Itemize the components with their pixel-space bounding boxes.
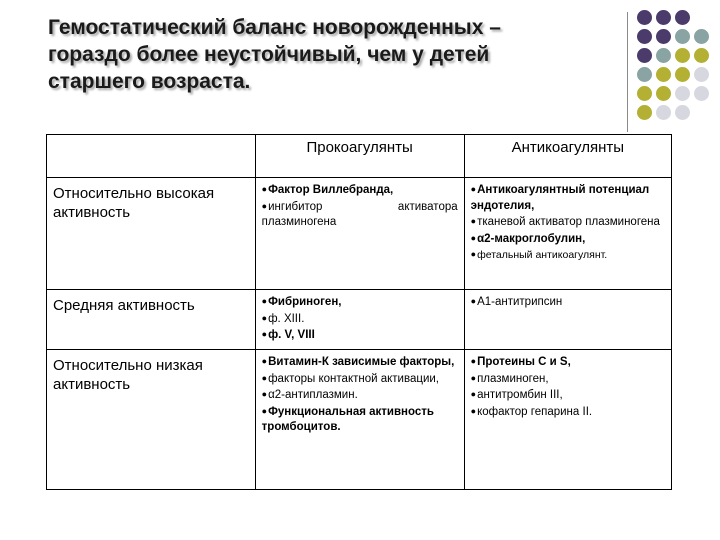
list-item: ●антитромбин III, [470,389,563,401]
decorative-dot [675,29,690,44]
table-row-low [47,350,672,490]
decorative-dot [675,105,690,120]
hemostasis-table [46,134,672,490]
list-item: ●А1-антитрипсин [470,296,563,308]
list-item: ●Протеины С и S, [470,356,571,368]
decorative-dot [637,105,652,120]
page-title [48,14,588,95]
decorative-divider [627,12,628,132]
header-empty-cell [47,135,256,178]
decorative-dot [656,105,671,120]
decorative-dot [656,48,671,63]
header-procoagulants: Прокоагулянты [255,135,464,178]
anticoagulant-cell [464,290,671,350]
decorative-dot [694,86,709,101]
list-item: ●Фибриноген, [261,296,342,308]
list-item: ●ингибитор активатора плазминогена [261,200,458,228]
decorative-dot [675,86,690,101]
decorative-dot [675,10,690,25]
list-item: ●Антикоагулянтный потенциал эндотелия, [470,184,650,212]
header-anticoagulants: Антикоагулянты [464,135,671,178]
decorative-dot [694,29,709,44]
list-item: ●тканевой активатор плазминогена [470,216,660,228]
decorative-dot [694,67,709,82]
decorative-dot [637,29,652,44]
table-row-medium [47,290,672,350]
list-item: ●плазминоген, [470,372,549,385]
list-item: ●Витамин-К зависимые факторы, [261,356,455,368]
decorative-dot [637,86,652,101]
decorative-dot [675,67,690,82]
list-item: ●кофактор гепарина II. [470,405,593,418]
decorative-dot [656,29,671,44]
decorative-dot [675,48,690,63]
list-item: ●фетальный антикоагулянт. [470,249,608,261]
list-item: ●Функциональная активность тромбоцитов. [261,405,434,433]
table-row-high [47,178,672,290]
decorative-dot [656,67,671,82]
anticoagulant-cell [464,350,671,490]
row-label: Относительно низкая активность [47,350,256,490]
row-label: Относительно высокая активность [47,178,256,290]
list-item: ●α2-антиплазмин. [261,389,358,401]
decorative-dot [637,10,652,25]
title-line-3: старшего возраста. [48,70,251,93]
anticoagulant-cell [464,178,671,290]
list-item: ●факторы контактной активации, [261,372,439,385]
procoagulant-cell [255,178,464,290]
row-label: Средняя активность [47,290,256,350]
title-line-1: Гемостатический баланс новорожденных – [48,16,501,39]
procoagulant-cell [255,350,464,490]
decorative-dot [656,10,671,25]
procoagulant-cell [255,290,464,350]
title-line-2: гораздо более неустойчивый, чем у детей [48,43,490,66]
decorative-dot [656,86,671,101]
decorative-dot [694,48,709,63]
list-item: ●α2-макроглобулин, [470,232,586,245]
table-header-row [47,135,672,178]
decorative-dot [637,48,652,63]
list-item: ●Фактор Виллебранда, [261,184,394,196]
decorative-dot-grid [637,10,717,120]
list-item: ●ф. XIII. [261,312,305,325]
list-item: ●ф. V, VIII [261,329,315,341]
decorative-dot [637,67,652,82]
